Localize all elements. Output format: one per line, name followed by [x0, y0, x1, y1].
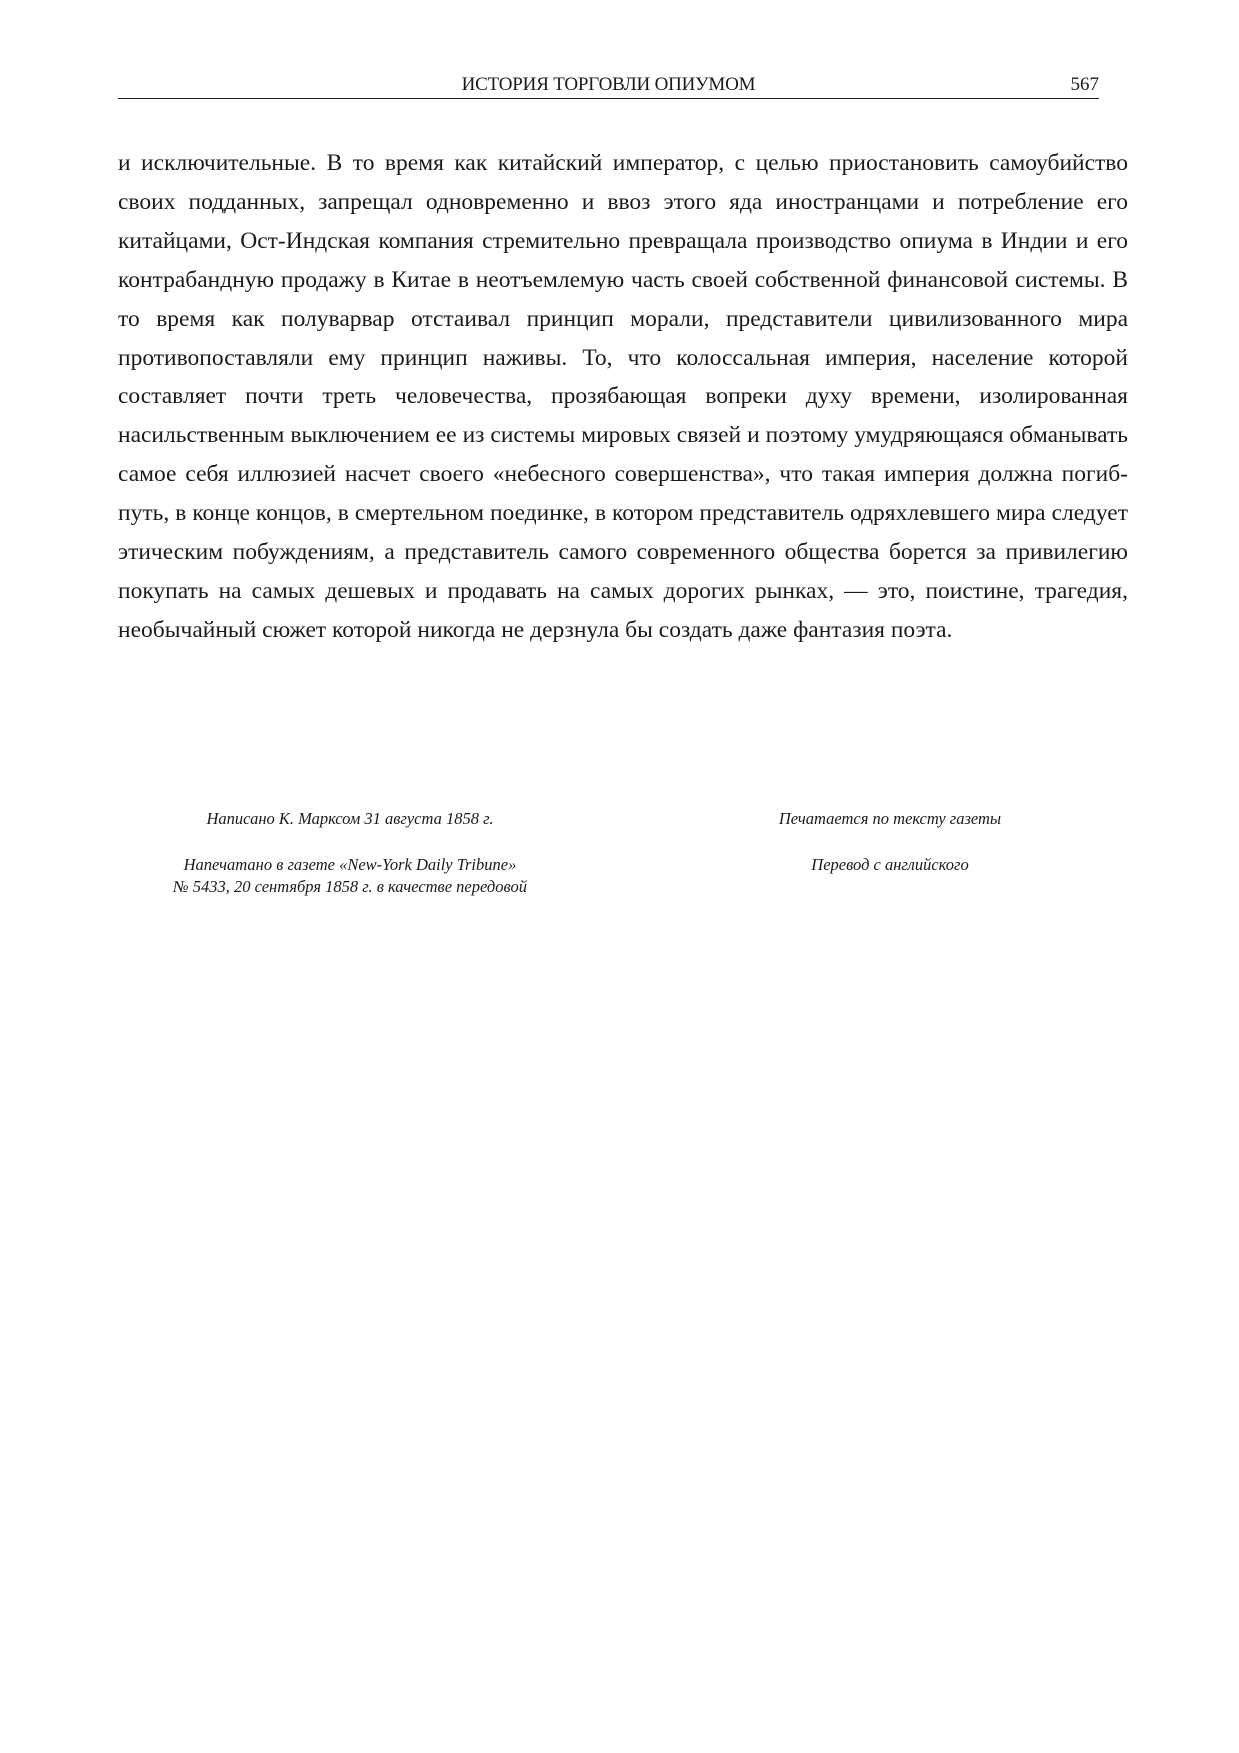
note-written-by: [150, 808, 550, 830]
note-source-line: Печатается по тексту газеты: [778, 809, 1002, 828]
note-source: [700, 808, 1080, 830]
running-title: ИСТОРИЯ ТОРГОВЛИ ОПИУМОМ: [461, 74, 756, 95]
note-printed-line-1: Напечатано в газете «New-York Daily Tribune»: [183, 855, 517, 874]
note-translation-line: Перевод с английского: [811, 855, 969, 874]
body-paragraph: и исключительные. В то время как китайский император, с целью приостановить самоубийство своих подданных, запрещал одновременно и ввоз этого яда иностранцами и потребление его китайцами, Ост-Индская компания стремительно превращала производство опиума в Индии и его контрабандную продажу в Китае в неотъемлемую часть своей собственной финансовой системы. В то время как полуварвар отстаивал принцип морали, представители цивилизованного мира противопоставляли ему принцип наживы. То, что колоссальная империя, население которой составляет почти треть человечества, прозябающая вопреки духу времени, изолированная насильственным выключением ее из системы мировых связей и поэтому умудряющаяся обманывать самое себя иллюзией насчет своего «небесного совершенства», что такая империя должна погиб-путь, в конце концов, в смертельном поединке, в котором представитель одряхлевшего мира следует этическим побуждениям, а представитель самого современного общества борется за привилегию покупать на самых дешевых и продавать на самых дорогих рынках, — это, поистине, трагедия, необычайный сюжет которой никогда не дерзнула бы создать даже фантазия поэта.: [118, 150, 1128, 643]
note-written-line: Написано К. Марксом 31 августа 1858 г.: [206, 809, 494, 828]
note-printed-line-2: № 5433, 20 сентября 1858 г. в качестве передовой: [173, 877, 527, 896]
page-number: 567: [1070, 74, 1099, 95]
running-header: [118, 72, 1099, 99]
note-publication: [130, 854, 570, 898]
note-translation: [700, 854, 1080, 876]
